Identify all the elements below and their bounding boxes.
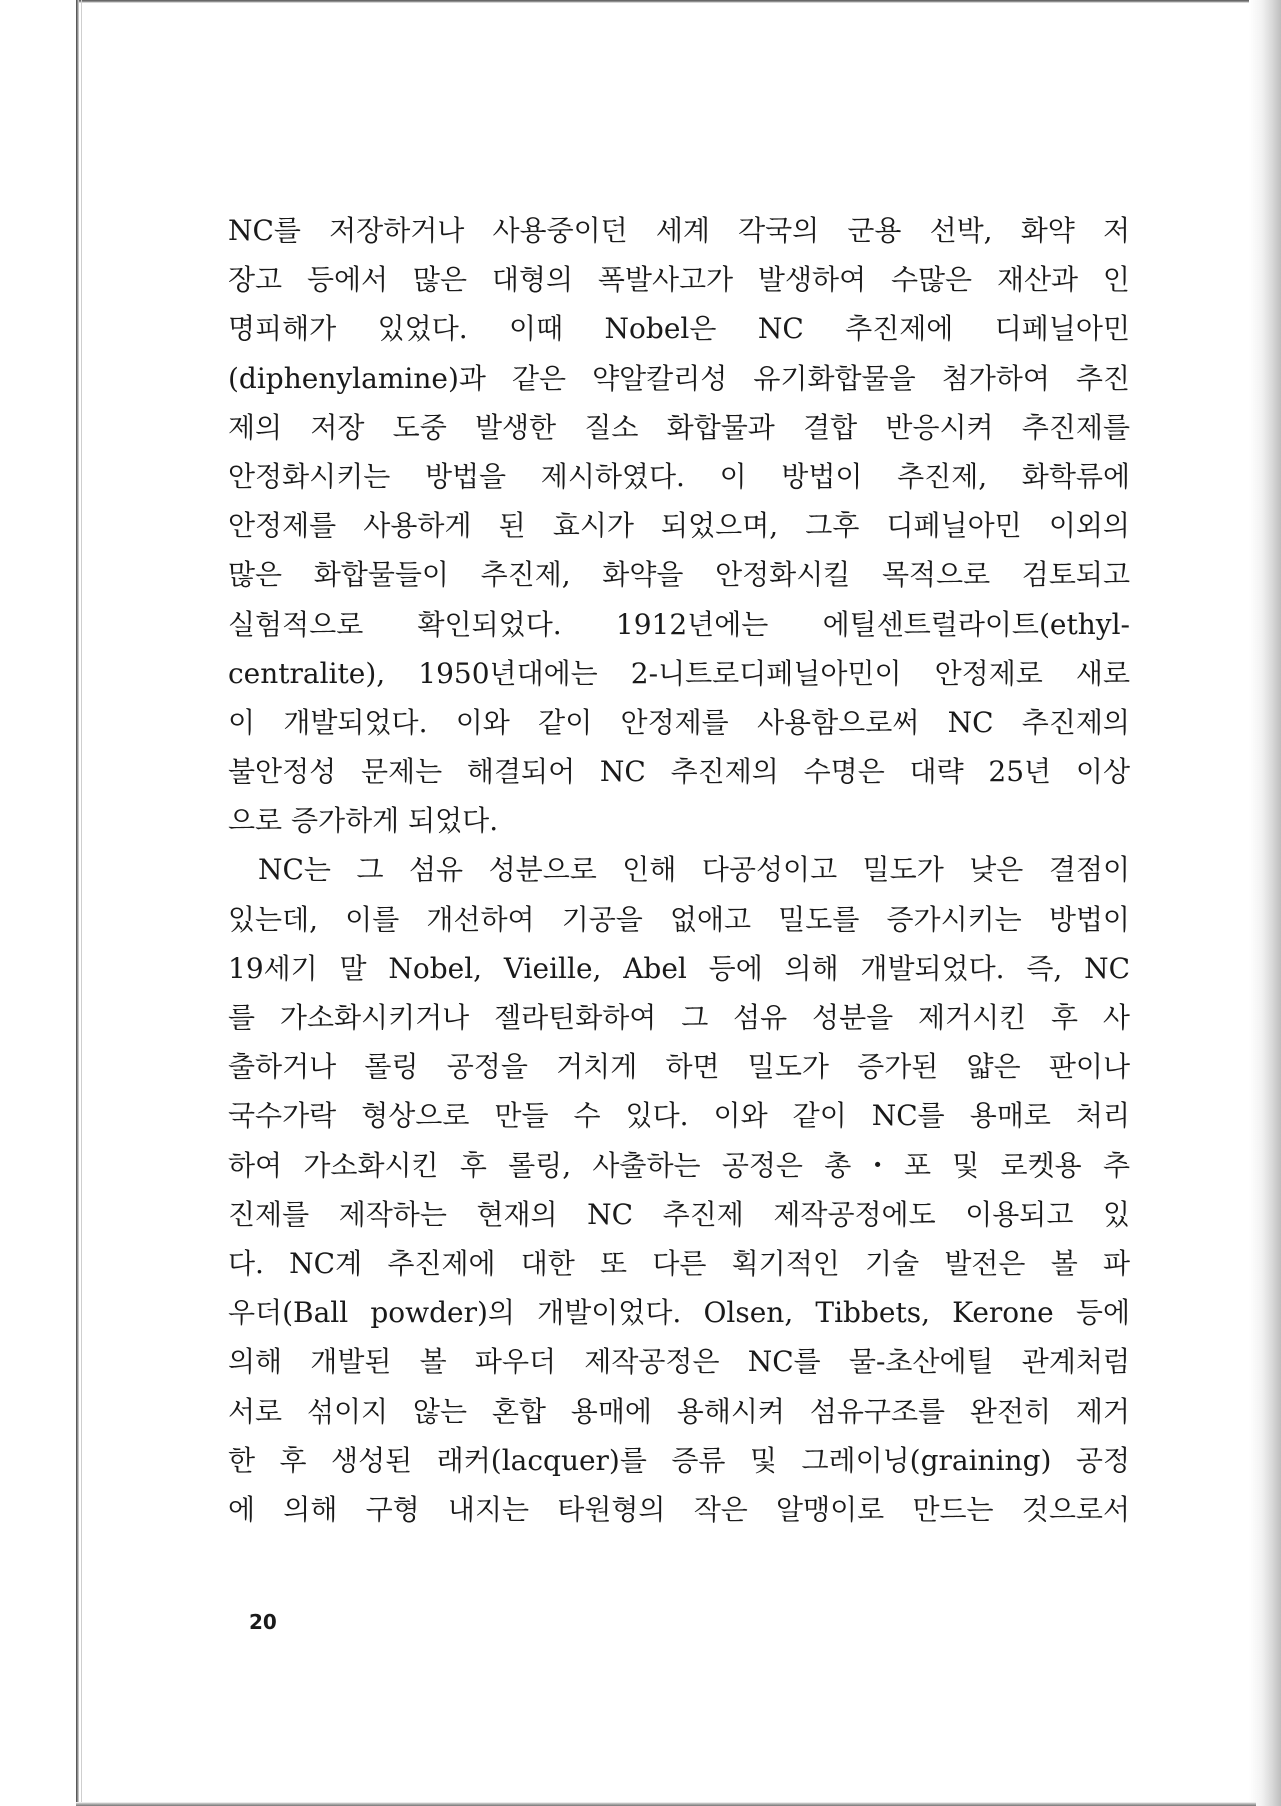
- text-line: 서로 섞이지 않는 혼합 용매에 용해시켜 섬유구조를 완전히 제거: [228, 1394, 1130, 1428]
- text-line: 에 의해 구형 내지는 타원형의 작은 알맹이로 만드는 것으로서: [228, 1492, 1130, 1526]
- paragraph-1: [228, 206, 1130, 845]
- page-edge-left: [76, 0, 79, 1806]
- paragraph-2: [228, 845, 1130, 1534]
- text-line: 한 후 생성된 래커(lacquer)를 증류 및 그레이닝(graining) 공정: [228, 1443, 1130, 1477]
- page-edge-left-inner: [81, 0, 82, 1806]
- text-line: 실험적으로 확인되었다. 1912년에는 에틸센트럴라이트(ethyl-: [228, 607, 1130, 641]
- text-line: (diphenylamine)과 같은 약알칼리성 유기화합물을 첨가하여 추진: [228, 361, 1130, 395]
- text-line: 우더(Ball powder)의 개발이었다. Olsen, Tibbets, Kerone 등에: [228, 1296, 1130, 1330]
- text-line: centralite), 1950년대에는 2-니트로디페닐아민이 안정제로 새로: [228, 656, 1130, 690]
- page-edge-bottom: [76, 1802, 1256, 1806]
- text-line: 국수가락 형상으로 만들 수 있다. 이와 같이 NC를 용매로 처리: [228, 1099, 1130, 1133]
- text-line: 안정제를 사용하게 된 효시가 되었으며, 그후 디페닐아민 이외의: [228, 509, 1130, 543]
- text-line: 으로 증가하게 되었다.: [228, 804, 499, 838]
- text-line: 진제를 제작하는 현재의 NC 추진제 제작공정에도 이용되고 있: [228, 1197, 1130, 1231]
- body-text: [228, 206, 1130, 1534]
- text-line: 불안정성 문제는 해결되어 NC 추진제의 수명은 대략 25년 이상: [228, 755, 1130, 789]
- text-line: 제의 저장 도중 발생한 질소 화합물과 결합 반응시켜 추진제를: [228, 410, 1130, 444]
- text-line: 많은 화합물들이 추진제, 화약을 안정화시킬 목적으로 검토되고: [228, 558, 1130, 592]
- text-line: 출하거나 롤링 공정을 거치게 하면 밀도가 증가된 얇은 판이나: [228, 1050, 1130, 1084]
- text-line: 다. NC계 추진제에 대한 또 다른 획기적인 기술 발전은 볼 파: [228, 1246, 1130, 1280]
- text-line: 안정화시키는 방법을 제시하였다. 이 방법이 추진제, 화학류에: [228, 459, 1130, 493]
- text-line: 의해 개발된 볼 파우더 제작공정은 NC를 물-초산에틸 관계처럼: [228, 1345, 1130, 1379]
- page-edge-right-shadow: [1249, 0, 1281, 1806]
- text-line: 장고 등에서 많은 대형의 폭발사고가 발생하여 수많은 재산과 인: [228, 263, 1130, 297]
- text-line: 있는데, 이를 개선하여 기공을 없애고 밀도를 증가시키는 방법이: [228, 902, 1130, 936]
- text-line: NC는 그 섬유 성분으로 인해 다공성이고 밀도가 낮은 결점이: [258, 853, 1130, 887]
- page-edge-top: [76, 0, 1256, 3]
- text-line: 19세기 말 Nobel, Vieille, Abel 등에 의해 개발되었다. 즉, NC: [228, 951, 1130, 985]
- text-line: 명피해가 있었다. 이때 Nobel은 NC 추진제에 디페닐아민: [228, 312, 1130, 346]
- text-line: 이 개발되었다. 이와 같이 안정제를 사용함으로써 NC 추진제의: [228, 705, 1130, 739]
- text-line: 를 가소화시키거나 젤라틴화하여 그 섬유 성분을 제거시킨 후 사: [228, 1001, 1130, 1034]
- text-line: NC를 저장하거나 사용중이던 세계 각국의 군용 선박, 화약 저: [228, 214, 1130, 247]
- text-line: 하여 가소화시킨 후 롤링, 사출하는 공정은 총・포 및 로켓용 추: [228, 1148, 1130, 1182]
- page-number: 20: [249, 1610, 277, 1634]
